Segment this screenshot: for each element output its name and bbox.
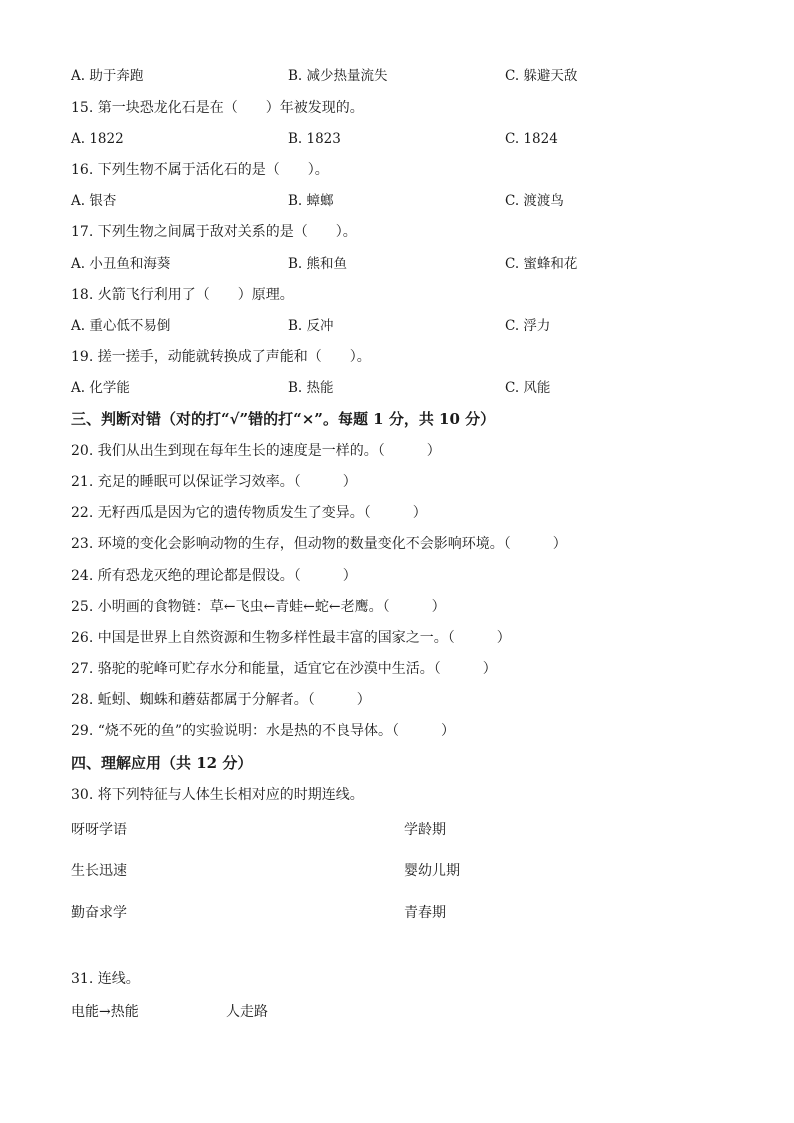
- q18-option-a: A. 重心低不易倒: [71, 318, 171, 334]
- judgment-item-28: 28. 蚯蚓、蜘蛛和蘑菇都属于分解者。（ ）: [71, 692, 371, 708]
- judgment-item-26: 26. 中国是世界上自然资源和生物多样性最丰富的国家之一。（ ）: [71, 630, 511, 646]
- q17-option-b: B. 熊和鱼: [288, 256, 348, 272]
- q17-option-c: C. 蜜蜂和花: [505, 256, 578, 272]
- section-3-heading: 三、判断对错（对的打“√”错的打“×”。每题 1 分，共 10 分）: [71, 410, 496, 428]
- section-4-heading: 四、理解应用（共 12 分）: [71, 754, 253, 772]
- q16-option-a: A. 银杏: [71, 193, 117, 209]
- q30-stem: 30. 将下列特征与人体生长相对应的时期连线。: [71, 787, 364, 803]
- q17-option-a: A. 小丑鱼和海葵: [71, 256, 171, 272]
- q14-option-a: A. 助于奔跑: [71, 68, 144, 84]
- judgment-item-27: 27. 骆驼的驼峰可贮存水分和能量，适宜它在沙漠中生活。（ ）: [71, 661, 497, 677]
- q18-option-b: B. 反冲: [288, 318, 334, 334]
- q19-option-c: C. 风能: [505, 380, 551, 396]
- judgment-item-24: 24. 所有恐龙灭绝的理论都是假设。（ ）: [71, 568, 357, 584]
- q16-option-b: B. 蟑螂: [288, 193, 334, 209]
- q19-stem: 19. 搓一搓手，动能就转换成了声能和（ ）。: [71, 349, 371, 365]
- judgment-item-25: 25. 小明画的食物链：草←飞虫←青蛙←蛇←老鹰。（ ）: [71, 599, 446, 615]
- q14-option-b: B. 减少热量流失: [288, 68, 388, 84]
- q15-option-b: B. 1823: [288, 131, 341, 147]
- q16-stem: 16. 下列生物不属于活化石的是（ ）。: [71, 162, 329, 178]
- judgment-item-21: 21. 充足的睡眠可以保证学习效率。（ ）: [71, 474, 357, 490]
- q15-option-a: A. 1822: [71, 131, 124, 147]
- q14-option-c: C. 躲避天敌: [505, 68, 578, 84]
- q17-stem: 17. 下列生物之间属于敌对关系的是（ ）。: [71, 224, 357, 240]
- judgment-item-22: 22. 无籽西瓜是因为它的遗传物质发生了变异。（ ）: [71, 505, 427, 521]
- q18-option-c: C. 浮力: [505, 318, 551, 334]
- q15-option-c: C. 1824: [505, 131, 558, 147]
- q15-stem: 15. 第一块恐龙化石是在（ ）年被发现的。: [71, 100, 364, 116]
- q18-stem: 18. 火箭飞行利用了（ ）原理。: [71, 287, 294, 303]
- q30-left-item-2: 生长迅速: [71, 863, 127, 879]
- q31-right-item-1: 人走路: [226, 1004, 268, 1020]
- judgment-item-29: 29. “烧不死的鱼”的实验说明：水是热的不良导体。（ ）: [71, 723, 456, 739]
- q30-left-item-1: 呀呀学语: [71, 822, 127, 838]
- q30-right-item-1: 学龄期: [404, 822, 446, 838]
- q30-right-item-3: 青春期: [404, 905, 446, 921]
- q30-right-item-2: 婴幼儿期: [404, 863, 460, 879]
- q31-left-item-1: 电能→热能: [71, 1004, 139, 1020]
- q30-left-item-3: 勤奋求学: [71, 905, 127, 921]
- judgment-item-23: 23. 环境的变化会影响动物的生存，但动物的数量变化不会影响环境。（ ）: [71, 536, 567, 552]
- q19-option-a: A. 化学能: [71, 380, 130, 396]
- q16-option-c: C. 渡渡鸟: [505, 193, 564, 209]
- q19-option-b: B. 热能: [288, 380, 334, 396]
- q31-stem: 31. 连线。: [71, 971, 140, 987]
- judgment-item-20: 20. 我们从出生到现在每年生长的速度是一样的。（ ）: [71, 443, 441, 459]
